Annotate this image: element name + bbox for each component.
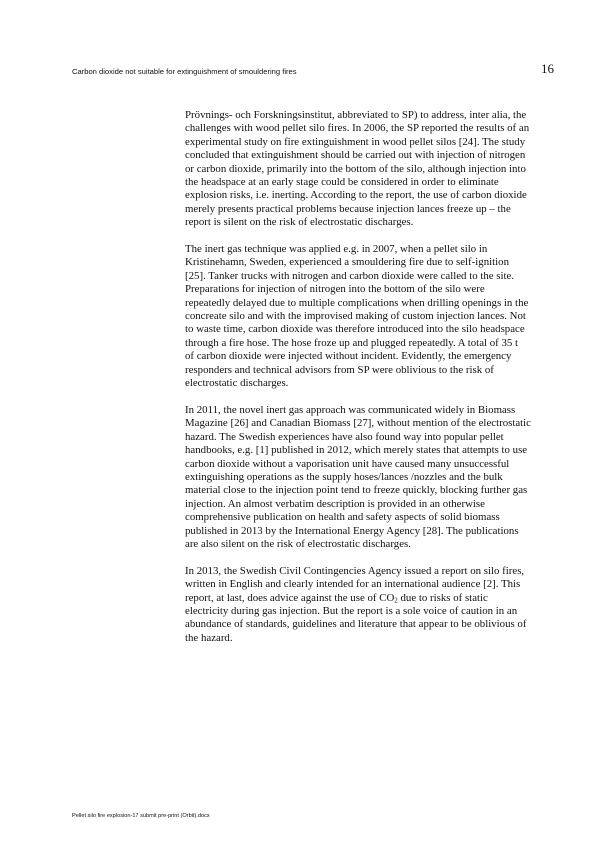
text-line: In 2013, the Swedish Civil Contingencies Agency issued a report on silo fires, bbox=[185, 564, 525, 577]
text-line: are also silent on the risk of electrostatic discharges. bbox=[185, 537, 411, 550]
text-line: abundance of standards, guidelines and literature that appear to be oblivious of bbox=[185, 618, 527, 631]
text-line: repeatedly delayed due to multiple complications when drilling openings in the bbox=[185, 296, 529, 309]
text-line: responders and technical advisors from SP were oblivious to the risk of bbox=[185, 363, 494, 376]
text-line: or carbon dioxide, primarily into the bottom of the silo, although injection into bbox=[185, 162, 526, 175]
footer-filename: Pellet silo fire explosion-17 submit pre-print (Orbit).docx bbox=[72, 813, 210, 819]
paragraph-2 bbox=[185, 243, 557, 390]
text-line: extinguishing operations as the supply hoses/lances /nozzles and the bulk bbox=[185, 470, 503, 483]
text-line: explosion risks, i.e. inerting. According to the report, the use of carbon dioxide bbox=[185, 189, 527, 202]
paragraph-4 bbox=[185, 565, 557, 645]
text-line: Kristinehamn, Sweden, experienced a smouldering fire due to self-ignition bbox=[185, 256, 510, 269]
text-line: published in 2013 by the International Energy Agency [28]. The publications bbox=[185, 524, 519, 537]
text-line: handbooks, e.g. [1] published in 2012, which merely states that attempts to use bbox=[185, 444, 528, 457]
text-line: report is silent on the risk of electrostatic discharges. bbox=[185, 216, 414, 229]
running-title: Carbon dioxide not suitable for extinguishment of smouldering fires bbox=[72, 67, 297, 76]
text-segment: report, at last, does advice against the use of CO bbox=[185, 591, 395, 604]
text-line: the hazard. bbox=[185, 631, 233, 644]
text-line: concluded that extinguishment should be carried out with injection of nitrogen bbox=[185, 149, 526, 162]
text-line: comprehensive publication on health and safety aspects of solid biomass bbox=[185, 511, 500, 524]
text-line: through a fire hose. The hose froze up and plugged repeatedly. A total of 35 t bbox=[185, 336, 519, 349]
text-line: of carbon dioxide were injected without incident. Evidently, the emergency bbox=[185, 350, 512, 363]
text-line: The inert gas technique was applied e.g. in 2007, when a pellet silo in bbox=[185, 243, 488, 256]
text-line-co2 bbox=[185, 592, 557, 605]
text-line: concreate silo and with the improvised making of custom injection lances. Not bbox=[185, 310, 526, 323]
paragraph-3 bbox=[185, 404, 557, 551]
text-line: to waste time, carbon dioxide was therefore introduced into the silo headspace bbox=[185, 323, 525, 336]
paragraph-1 bbox=[185, 109, 557, 230]
text-line: written in English and clearly intended for an international audience [2]. This bbox=[185, 578, 521, 591]
text-line: the headspace at an early stage could be considered in order to eliminate bbox=[185, 176, 499, 189]
text-line: challenges with wood pellet silo fires. In 2006, the SP reported the results of an bbox=[185, 122, 530, 135]
text-line: merely presents practical problems because injection lances freeze up – the bbox=[185, 202, 511, 215]
text-line: Prövnings- och Forskningsinstitut, abbreviated to SP) to address, inter alia, the bbox=[185, 109, 527, 121]
page-number: 16 bbox=[541, 61, 554, 76]
body-text bbox=[185, 109, 557, 659]
text-line: electricity during gas injection. But the report is a sole voice of caution in an bbox=[185, 604, 518, 617]
text-segment: due to risks of static bbox=[397, 591, 488, 604]
text-line: hazard. The Swedish experiences have also found way into popular pellet bbox=[185, 430, 504, 443]
text-line: electrostatic discharges. bbox=[185, 377, 289, 390]
text-line: injection. An almost verbatim description is provided in an otherwise bbox=[185, 497, 485, 510]
text-line: Preparations for injection of nitrogen into the bottom of the silo were bbox=[185, 283, 485, 296]
text-line: carbon dioxide without a vaporisation unit have caused many unsuccessful bbox=[185, 457, 510, 470]
text-line: [25]. Tanker trucks with nitrogen and carbon dioxide were called to the site. bbox=[185, 269, 515, 282]
text-line: experimental study on fire extinguishment in wood pellet silos [24]. The study bbox=[185, 135, 526, 148]
text-line: material close to the injection point tend to freeze quickly, blocking further gas bbox=[185, 484, 528, 497]
text-line: In 2011, the novel inert gas approach was communicated widely in Biomass bbox=[185, 403, 516, 416]
subscript-2: 2 bbox=[394, 596, 398, 605]
text-line: Magazine [26] and Canadian Biomass [27], without mention of the electrostatic bbox=[185, 417, 531, 430]
